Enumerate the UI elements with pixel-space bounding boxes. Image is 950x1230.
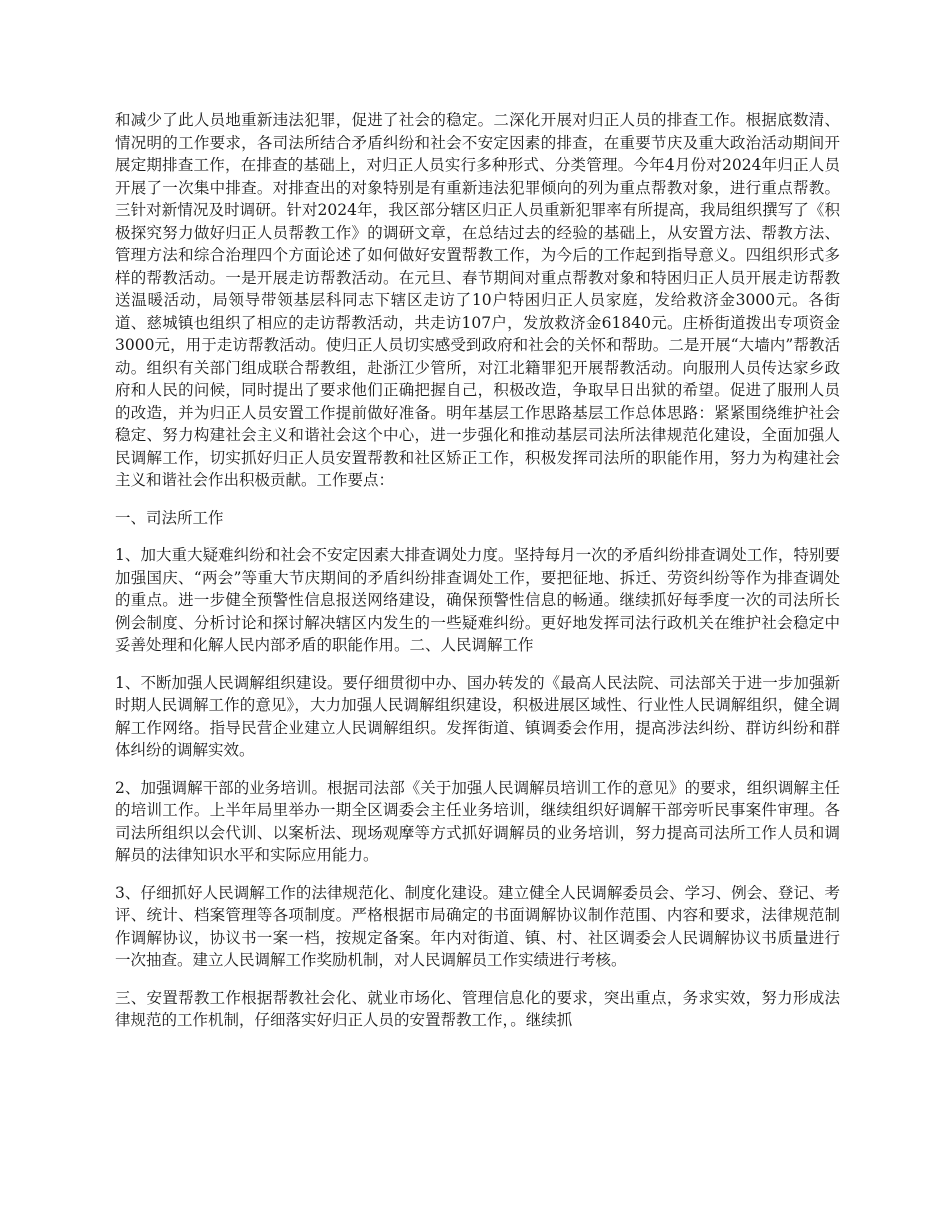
paragraph-resettlement-work: 三、安置帮教工作根据帮教社会化、就业市场化、管理信息化的要求，突出重点，务求实效，努力形成法律规范的工作机制，仔细落实好归正人员的安置帮教工作，。继续抓	[115, 988, 840, 1029]
paragraph-mediator-training: 2、加强调解干部的业务培训。根据司法部《关于加强人民调解员培训工作的意见》的要求，组织调解主任的培训工作。上半年局里举办一期全区调委会主任业务培训，继续组织好调解干部旁听民事案件审理。各司法所组织以会代训、以案析法、现场观摩等方式抓好调解员的业务培训，努力提高司法所工作人员和调解员的法律知识水平和实际应用能力。	[115, 778, 840, 864]
section-heading-judicial-office: 一、司法所工作	[115, 508, 224, 527]
paragraph-mediation-organization: 1、不断加强人民调解组织建设。要仔细贯彻中办、国办转发的《最高人民法院、司法部关于进一步加强新时期人民调解工作的意见》，大力加强人民调解组织建设，积极进展区域性、行业性人民调解组织，健全调解工作网络。指导民营企业建立人民调解组织。发挥街道、镇调委会作用，提高涉法纠纷、群访纠纷和群体纠纷的调解实效。	[115, 673, 840, 759]
paragraph-work-summary: 和减少了此人员地重新违法犯罪，促进了社会的稳定。二深化开展对归正人员的排查工作。根据底数清、情况明的工作要求，各司法所结合矛盾纠纷和社会不安定因素的排查，在重要节庆及重大政治活动期间开展定期排查工作，在排查的基础上，对归正人员实行多种形式、分类管理。今年4月份对2024年归正人员开展了一次集中排查。对排查出的对象特别是有重新违法犯罪倾向的列为重点帮教对象，进行重点帮教。三针对新情况及时调研。针对2024年，我区部分辖区归正人员重新犯罪率有所提高，我局组织撰写了《积极探究努力做好归正人员帮教工作》的调研文章，在总结过去的经验的基础上，从安置方法、帮教方法、管理方法和综合治理四个方面论述了如何做好安置帮教工作，为今后的工作起到指导意义。四组织形式多样的帮教活动。一是开展走访帮教活动。在元旦、春节期间对重点帮教对象和特困归正人员开展走访帮教送温暖活动，局领导带领基层科同志下辖区走访了10户特困归正人员家庭，发给救济金3000元。各街道、慈城镇也组织了相应的走访帮教活动，共走访107户，发放救济金61840元。庄桥街道拨出专项资金3000元，用于走访帮教活动。使归正人员切实感受到政府和社会的关怀和帮助。二是开展“大墙内”帮教活动。组织有关部门组成联合帮教组，赴浙江少管所，对江北籍罪犯开展帮教活动。向服刑人员传达家乡政府和人民的问候，同时提出了要求他们正确把握自己，积极改造，争取早日出狱的希望。促进了服刑人员的改造，并为归正人员安置工作提前做好准备。明年基层工作思路基层工作总体思路：紧紧围绕维护社会稳定、努力构建社会主义和谐社会这个中心，进一步强化和推动基层司法所法律规范化建设，全面加强人民调解工作，切实抓好归正人员安置帮教和社区矫正工作，积极发挥司法所的职能作用，努力为构建社会主义和谐社会作出积极贡献。工作要点：	[115, 111, 840, 489]
paragraph-mediation-standardization: 3、仔细抓好人民调解工作的法律规范化、制度化建设。建立健全人民调解委员会、学习、例会、登记、考评、统计、档案管理等各项制度。严格根据市局确定的书面调解协议制作范围、内容和要求，法律规范制作调解协议，协议书一案一档，按规定备案。年内对街道、镇、村、社区调委会人民调解协议书质量进行一次抽查。建立人民调解工作奖励机制，对人民调解员工作实绩进行考核。	[115, 883, 840, 969]
document-body	[115, 109, 840, 1047]
paragraph-dispute-investigation: 1、加大重大疑难纠纷和社会不安定因素大排查调处力度。坚持每月一次的矛盾纠纷排查调处工作，特别要加强国庆、“两会”等重大节庆期间的矛盾纠纷排查调处工作，要把征地、拆迁、劳资纠纷等作为排查调处的重点。进一步健全预警性信息报送网络建设，确保预警性信息的畅通。继续抓好每季度一次的司法所长例会制度、分析讨论和探讨解决辖区内发生的一些疑难纠纷。更好地发挥司法行政机关在维护社会稳定中妥善处理和化解人民内部矛盾的职能作用。二、人民调解工作	[115, 546, 840, 654]
